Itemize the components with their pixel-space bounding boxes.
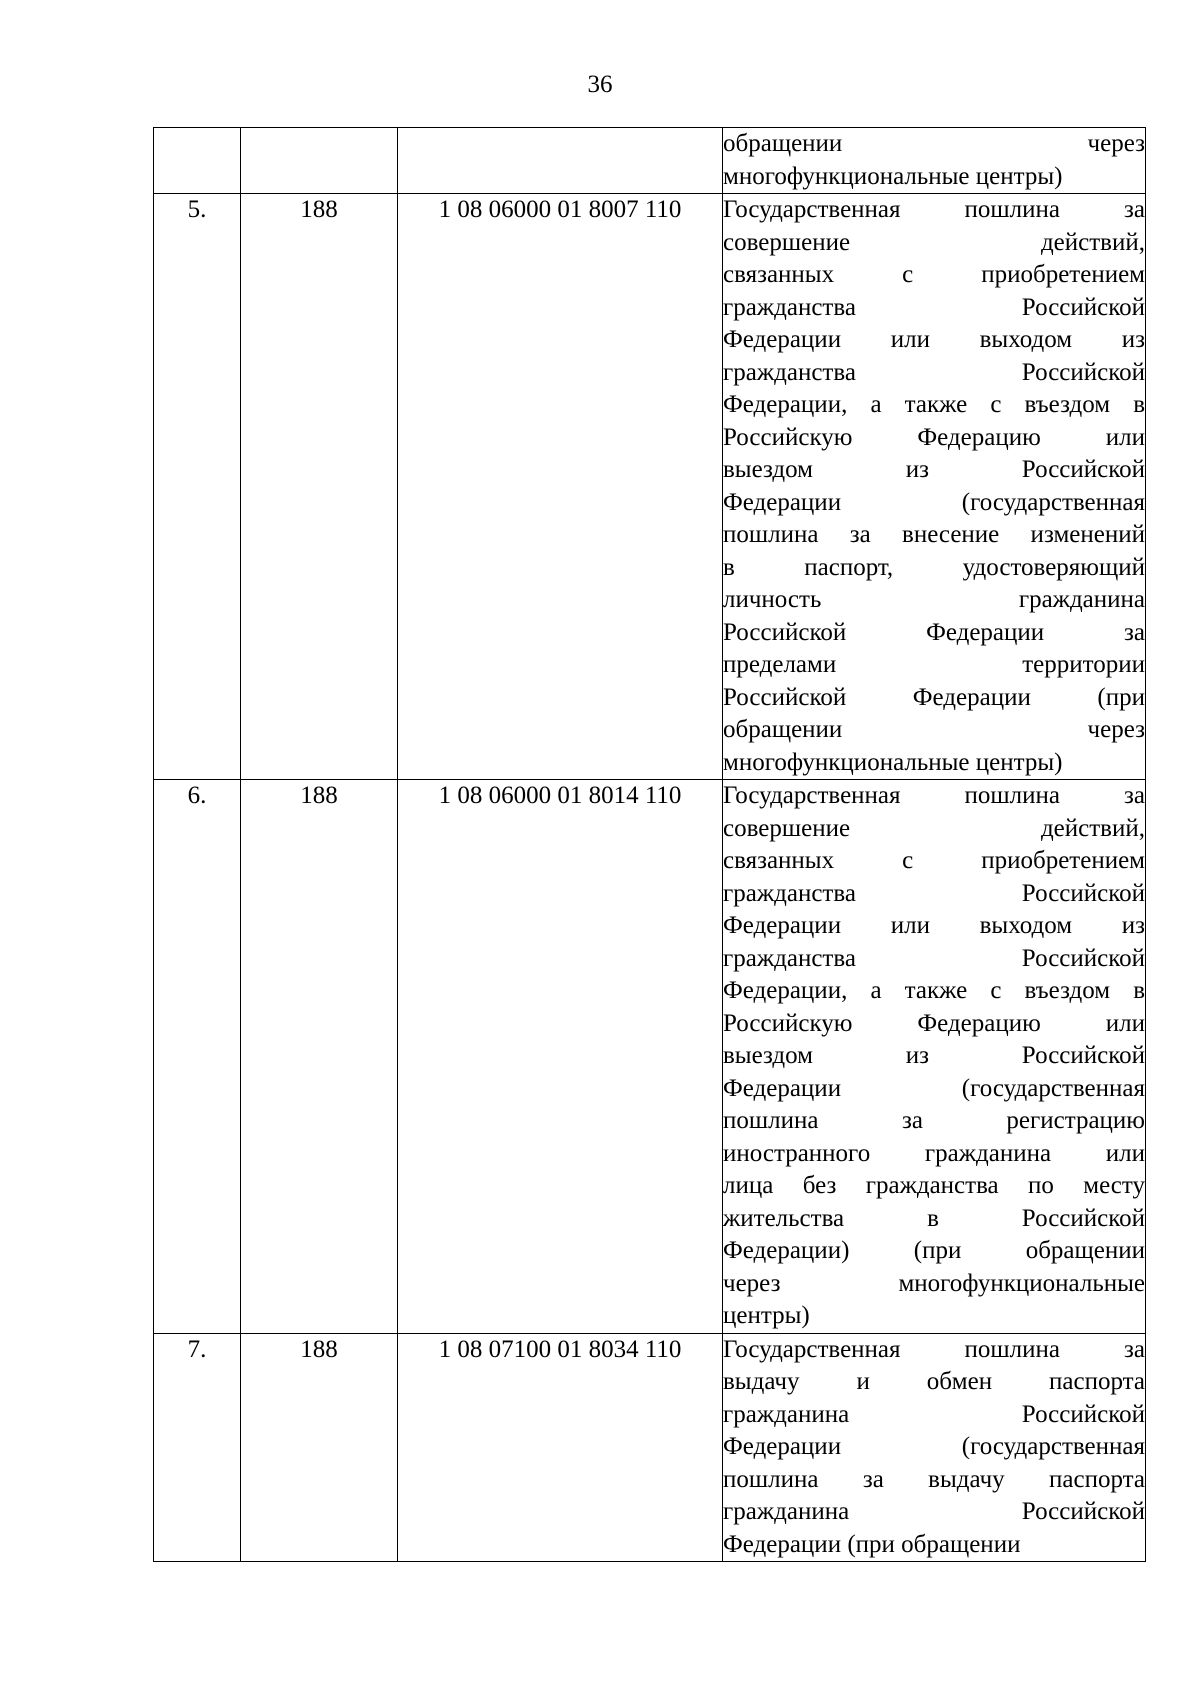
budget-codes-table xyxy=(153,127,1146,1562)
budget-classification-code-cell xyxy=(398,128,723,194)
revenue-name-line: в паспорт, удостоверяющий xyxy=(723,553,1145,581)
administrator-code-cell: 188 xyxy=(241,780,398,1334)
row-number-cell: 5. xyxy=(154,194,241,780)
revenue-name-cell xyxy=(723,128,1146,194)
table-row xyxy=(154,780,1146,1334)
revenue-name-line: Федерации (при обращении xyxy=(723,1530,1021,1558)
revenue-name-line: гражданства Российской xyxy=(723,944,1145,972)
row-number-cell: 7. xyxy=(154,1333,241,1562)
revenue-name-line: Федерации, а также с въездом в xyxy=(723,977,1145,1004)
revenue-name-line: связанных с приобретением xyxy=(723,847,1145,874)
revenue-name-line: Российской Федерации за xyxy=(723,618,1145,646)
revenue-name-line: через многофункциональные xyxy=(723,1269,1145,1297)
page-number: 36 xyxy=(587,71,613,98)
revenue-name-line: обращении через xyxy=(723,716,1145,743)
revenue-name-line: Государственная пошлина за xyxy=(723,782,1145,809)
revenue-name-line: пошлина за регистрацию xyxy=(723,1107,1145,1134)
revenue-name-line: иностранного гражданина или xyxy=(723,1139,1145,1167)
revenue-name-line: Федерации (государственная xyxy=(723,488,1145,516)
revenue-name-line: личность гражданина xyxy=(723,586,1145,613)
budget-classification-code-cell: 1 08 06000 01 8014 110 xyxy=(398,780,723,1334)
revenue-name-line: выездом из Российской xyxy=(723,1042,1145,1069)
revenue-name-line: пределами территории xyxy=(723,651,1145,678)
revenue-name-line: Федерации, а также с въездом в xyxy=(723,391,1145,418)
budget-classification-code-cell: 1 08 06000 01 8007 110 xyxy=(398,194,723,780)
table-row xyxy=(154,1333,1146,1562)
revenue-name-line: Государственная пошлина за xyxy=(723,1335,1145,1363)
revenue-name-line: гражданства Российской xyxy=(723,358,1145,386)
revenue-name-line: выдачу и обмен паспорта xyxy=(723,1368,1145,1395)
revenue-name-line: Российскую Федерацию или xyxy=(723,1009,1145,1037)
revenue-name-line: Федерации) (при обращении xyxy=(723,1237,1145,1264)
revenue-name-line: Российской Федерации (при xyxy=(723,683,1145,711)
revenue-name-line: связанных с приобретением xyxy=(723,261,1145,288)
revenue-name-cell xyxy=(723,194,1146,780)
revenue-name-line: гражданина Российской xyxy=(723,1400,1145,1428)
row-number-cell: 6. xyxy=(154,780,241,1334)
revenue-name-cell xyxy=(723,780,1146,1334)
revenue-name-line: совершение действий, xyxy=(723,228,1145,256)
table-row xyxy=(154,128,1146,194)
revenue-name-line: Федерации или выходом из xyxy=(723,326,1145,353)
revenue-name-line: пошлина за выдачу паспорта xyxy=(723,1465,1145,1493)
revenue-name-line: гражданина Российской xyxy=(723,1498,1145,1525)
administrator-code-cell: 188 xyxy=(241,194,398,780)
revenue-name-line: Российскую Федерацию или xyxy=(723,423,1145,451)
revenue-name-line: многофункциональные центры) xyxy=(723,748,1063,776)
table-row xyxy=(154,194,1146,780)
administrator-code-cell xyxy=(241,128,398,194)
revenue-name-line: обращении через xyxy=(723,130,1145,157)
table-body xyxy=(154,128,1146,1562)
row-number-cell xyxy=(154,128,241,194)
revenue-name-line: Федерации или выходом из xyxy=(723,912,1145,939)
revenue-name-line: пошлина за внесение изменений xyxy=(723,521,1145,548)
revenue-name-line: многофункциональные центры) xyxy=(723,162,1063,190)
budget-classification-code-cell: 1 08 07100 01 8034 110 xyxy=(398,1333,723,1562)
revenue-name-cell xyxy=(723,1333,1146,1562)
revenue-name-line: совершение действий, xyxy=(723,814,1145,842)
revenue-name-line: Федерации (государственная xyxy=(723,1074,1145,1102)
revenue-name-line: гражданства Российской xyxy=(723,879,1145,907)
revenue-name-line: жительства в Российской xyxy=(723,1204,1145,1232)
administrator-code-cell: 188 xyxy=(241,1333,398,1562)
revenue-name-line: Государственная пошлина за xyxy=(723,196,1145,223)
revenue-name-line: лица без гражданства по месту xyxy=(723,1172,1145,1199)
revenue-name-line: выездом из Российской xyxy=(723,456,1145,483)
revenue-name-line: Федерации (государственная xyxy=(723,1433,1145,1460)
revenue-name-line: центры) xyxy=(723,1302,810,1329)
revenue-name-line: гражданства Российской xyxy=(723,293,1145,321)
